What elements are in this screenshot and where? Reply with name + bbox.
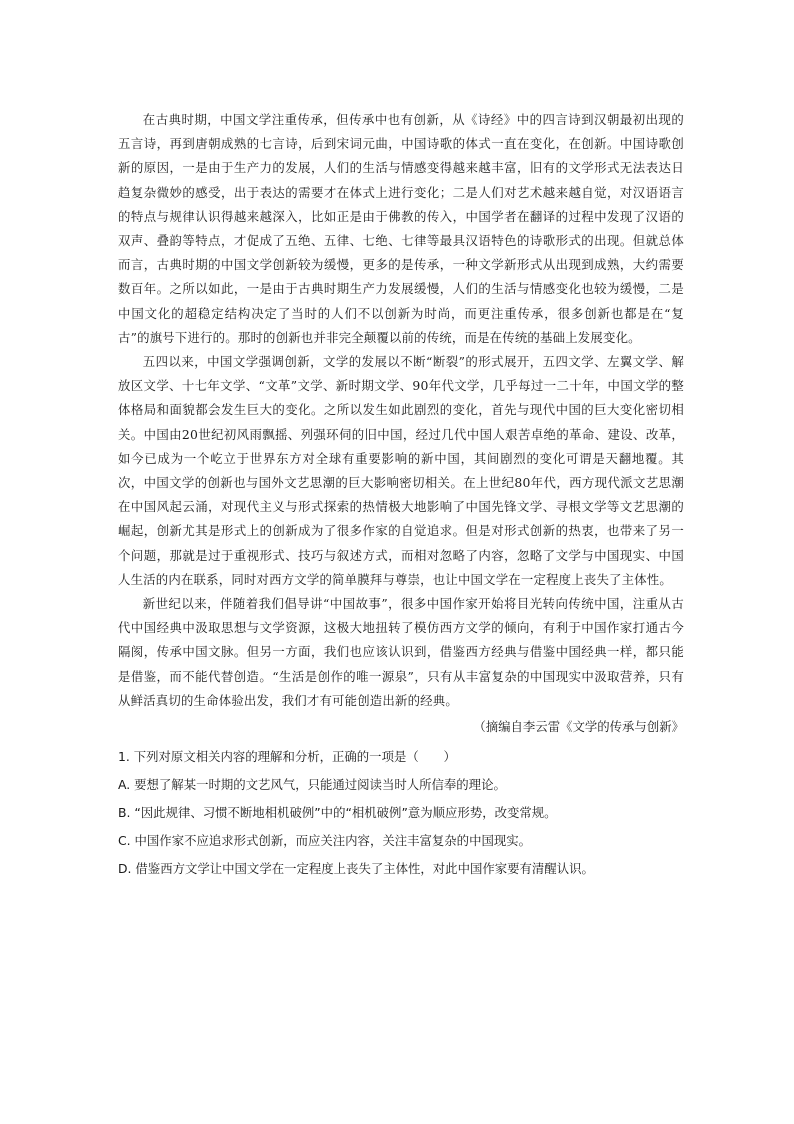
- question-stem: 1. 下列对原文相关内容的理解和分析，正确的一项是（ ）: [118, 749, 456, 765]
- question-option-b: B. “因此规律、习惯不断地相机破例”中的“相机破例”意为顺应形势，改变常规。: [118, 805, 557, 821]
- article-paragraph-1: 在古典时期，中国文学注重传承，但传承中也有创新，从《诗经》中的四言诗到汉朝最初出现的五言诗，再到唐朝成熟的七言诗，后到宋词元曲，中国诗歌的体式一直在变化，在创新。中国诗歌创新的原因，一是由于生产力的发展，人们的生活与情感变得越来越丰富，旧有的文学形式无法表达日趋复杂微妙的感受，出于表达的需要才在体式上进行变化；二是人们对艺术越来越自觉，对汉语语言的特点与规律认识得越来越深入，比如正是由于佛教的传入，中国学者在翻译的过程中发现了汉语的双声、叠韵等特点，才促成了五绝、五律、七绝、七律等最具汉语特色的诗歌形式的出现。但就总体而言，古典时期的中国文学创新较为缓慢，更多的是传承，一种文学新形式从出现到成熟，大约需要数百年。之所以如此，一是由于古典时期生产力发展缓慢，人们的生活与情感变化也较为缓慢，二是中国文化的超稳定结构决定了当时的人们不以创新为时尚，而更注重传承，很多创新也都是在“复古”的旗号下进行的。那时的创新也并非完全颠覆以前的传统，而是在传统的基础上发展变化。: [118, 112, 684, 345]
- article-paragraph-3: 新世纪以来，伴随着我们倡导讲“中国故事”，很多中国作家开始将目光转向传统中国，注重从古代中国经典中汲取思想与文学资源，这极大地扭转了模仿西方文学的倾向，有利于中国作家打通古今隔阂，传承中国文脉。但另一方面，我们也应该认识到，借鉴西方经典与借鉴中国经典一样，都只能是借鉴，而不能代替创造。“生活是创作的唯一源泉”，只有从丰富复杂的中国现实中汲取营养，只有从鲜活真切的生命体验出发，我们才有可能创造出新的经典。: [118, 596, 684, 708]
- document-page: [118, 108, 684, 883]
- article-paragraph-2: 五四以来，中国文学强调创新，文学的发展以不断“断裂”的形式展开，五四文学、左翼文学、解放区文学、十七年文学、“文革”文学、新时期文学、90年代文学，几乎每过一二十年，中国文学的整体格局和面貌都会发生巨大的变化。之所以发生如此剧烈的变化，首先与现代中国的巨大变化密切相关。中国由20世纪初风雨飘摇、列强环伺的旧中国，经过几代中国人艰苦卓绝的革命、建设、改革，如今已成为一个屹立于世界东方对全球有重要影响的新中国，其间剧烈的变化可谓是天翻地覆。其次，中国文学的创新也与国外文艺思潮的巨大影响密切相关。在上世纪80年代，西方现代派文艺思潮在中国风起云涌，对现代主义与形式探索的热情极大地影响了中国先锋文学、寻根文学等文艺思潮的崛起，创新尤其是形式上的创新成为了很多作家的自觉追求。但是对形式创新的热衷，也带来了另一个问题，那就是过于重视形式、技巧与叙述方式，而相对忽略了内容，忽略了文学与中国现实、中国人生活的内在联系，同时对西方文学的简单膜拜与尊崇，也让中国文学在一定程度上丧失了主体性。: [118, 354, 684, 587]
- question-option-d: D. 借鉴西方文学让中国文学在一定程度上丧失了主体性，对此中国作家要有清醒认识。: [118, 861, 594, 877]
- question-block: [118, 743, 684, 883]
- question-option-c: C. 中国作家不应追求形式创新，而应关注内容，关注丰富复杂的中国现实。: [118, 833, 532, 849]
- article-source: （摘编自李云雷《文学的传承与创新》: [473, 719, 684, 735]
- question-option-a: A. 要想了解某一时期的文艺风气，只能通过阅读当时人所信奉的理论。: [118, 777, 506, 793]
